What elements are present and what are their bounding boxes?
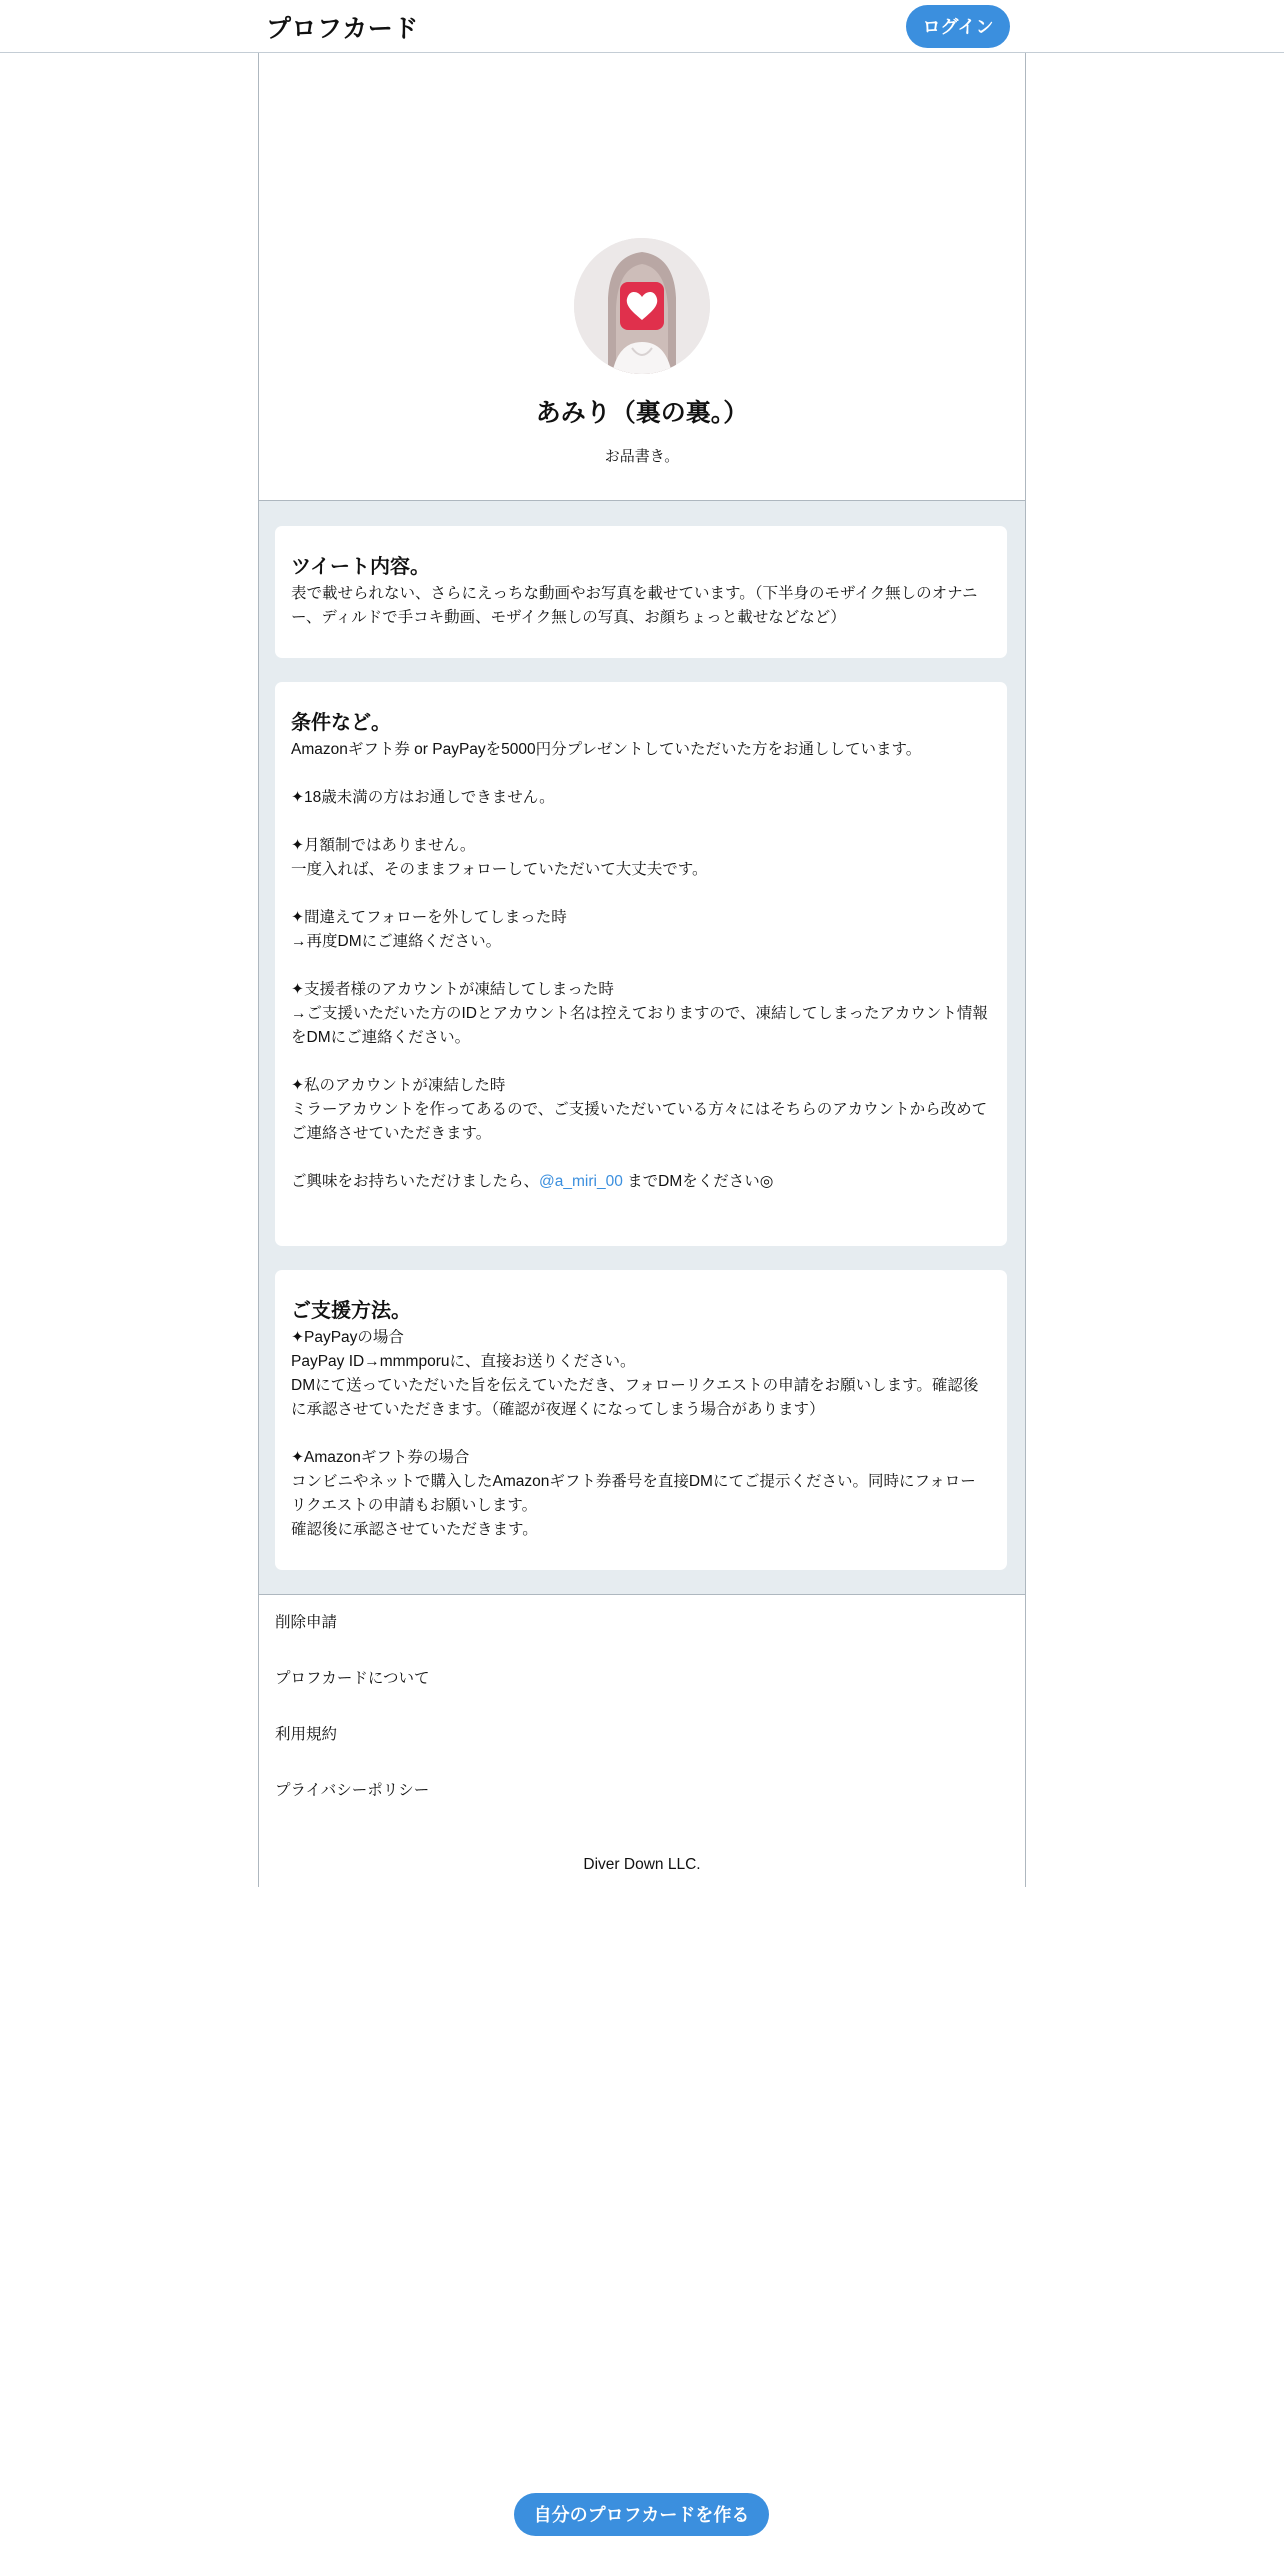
- login-button[interactable]: ログイン: [906, 5, 1010, 48]
- support-card-title: ご支援方法。: [291, 1300, 411, 1322]
- conditions-card-body: [291, 738, 991, 1194]
- tweets-card: [275, 526, 1007, 658]
- conditions-text: Amazonギフト券 or PayPayを5000円分プレゼントしていただいた方をお通ししています。 ✦18歳未満の方はお通しできません。 ✦月額制ではありません。 一度入れば、そのままフォローしていただいて大丈夫です。 ✦間違えてフォローを外してしまった時 →再度DMにご連絡ください。 ✦支援者様のアカウントが凍結してしまった時 →ご支援いただいた方のIDとアカウント名は控えておりますので、凍結してしまったアカウント情報をDMにご連絡ください。 ✦私のアカウントが凍結した時 ミラーアカウントを作ってあるので、ご支援いただいている方々にはそちらのアカウントから改めてご連絡させていただきます。: [291, 741, 988, 1142]
- tweets-card-title: ツイート内容。: [291, 556, 430, 578]
- support-card: [275, 1270, 1007, 1570]
- cards-section: [259, 501, 1025, 1595]
- contact-prefix: ご興味をお持ちいただけましたら、: [291, 1173, 540, 1190]
- footer-link-terms[interactable]: 利用規約: [275, 1726, 338, 1743]
- profile-card-column: [258, 53, 1026, 1887]
- footer-link-privacy[interactable]: プライバシーポリシー: [275, 1782, 430, 1799]
- site-logo[interactable]: プロフカード: [266, 15, 419, 43]
- conditions-card: [275, 682, 1007, 1246]
- contact-suffix: までDMをください◎: [622, 1173, 774, 1190]
- footer-link-delete-request[interactable]: 削除申請: [275, 1614, 338, 1631]
- profile-header: [259, 53, 1025, 501]
- conditions-card-title: 条件など。: [291, 712, 391, 734]
- tweets-card-body: 表で載せられない、さらにえっちな動画やお写真を載せています。（下半身のモザイク無しのオナニー、ディルドで手コキ動画、モザイク無しの写真、お顔ちょっと載せなどなど）: [291, 585, 978, 626]
- make-profcard-button[interactable]: 自分のプロフカードを作る: [514, 2493, 769, 2536]
- avatar-image: [574, 238, 710, 374]
- footer-link-about[interactable]: プロフカードについて: [275, 1670, 430, 1687]
- top-bar: [0, 0, 1284, 53]
- contact-handle-link[interactable]: @a_miri_00: [539, 1173, 623, 1190]
- copyright: Diver Down LLC.: [583, 1856, 701, 1873]
- profile-tagline: お品書き。: [604, 448, 680, 465]
- profile-name: あみり（裏の裏。）: [535, 399, 749, 427]
- footer-links: [275, 1595, 995, 1819]
- support-card-body: ✦PayPayの場合 PayPay ID→mmmporuに、直接お送りください。 DMにて送っていただいた旨を伝えていただき、フォローリクエストの申請をお願いします。確認後に承認させていただきます。（確認が夜遅くになってしまう場合があります） ✦Amazonギフト券の場合 コンビニやネットで購入したAmazonギフト券番号を直接DMにてご提示ください。同時にフォローリクエストの申請もお願いします。 確認後に承認させていただきます。: [291, 1329, 979, 1538]
- avatar: [574, 238, 710, 374]
